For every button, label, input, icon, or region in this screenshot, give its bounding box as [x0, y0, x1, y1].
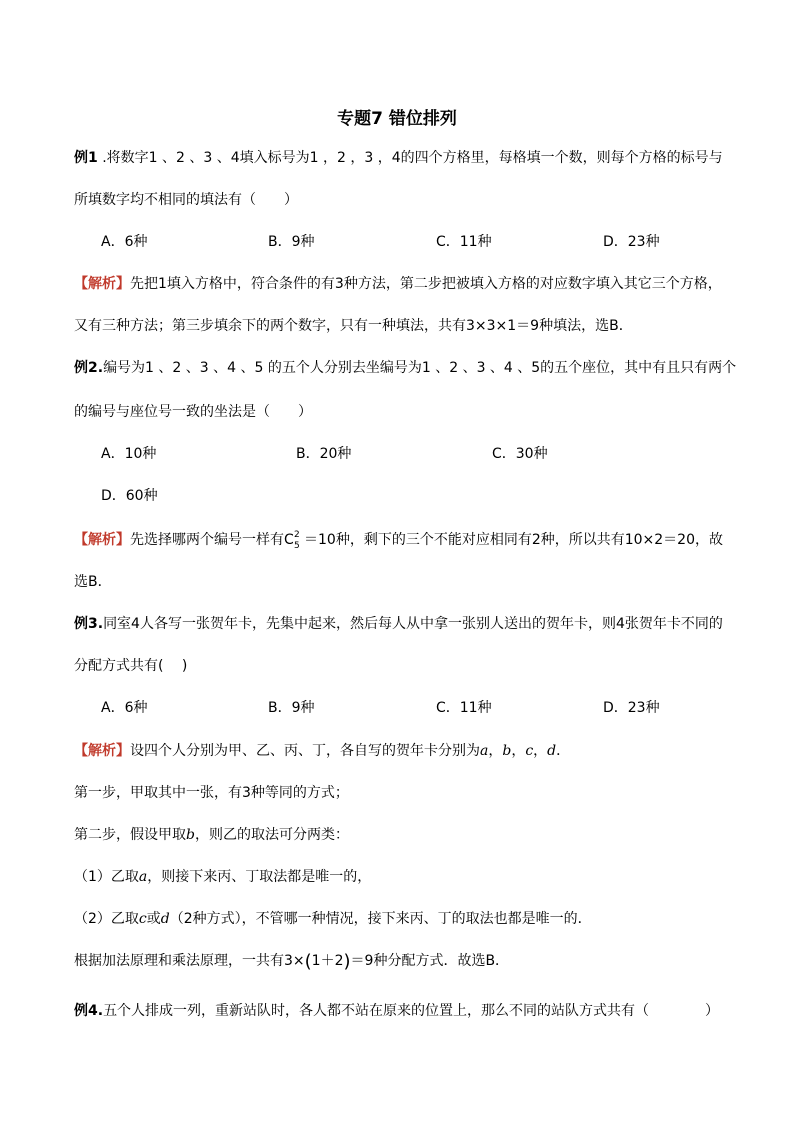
- ex2-label: 例2.: [74, 360, 104, 376]
- ex3-option-c: C．11种: [436, 700, 492, 716]
- solution-tag: 【解析】: [74, 276, 130, 292]
- ex3-case2: （2）乙取c或d（2种方式），不管哪一种情况，接下来丙、丁的取法也都是唯一的．: [74, 911, 592, 927]
- ex2-solution-line1: 【解析】先选择哪两个编号一样有 C 2 5 ＝10种，剩下的三个不能对应相同有2种，所以共有10×2＝20，故: [74, 530, 723, 551]
- ex3-case1: （1）乙取a，则接下来丙、丁取法都是唯一的，: [74, 869, 372, 885]
- ex3-line2: 分配方式共有( ): [74, 658, 188, 674]
- ex2-solution-line2: 选B．: [74, 574, 112, 590]
- ex3-option-b: B．9种: [268, 700, 315, 716]
- ex2-option-d: D．60种: [101, 488, 158, 504]
- ex2-line1: 例2.编号为1 、2 、3 、4 、5 的五个人分别去坐编号为1 、2 、3 、4 、5的五个座位，其中有且只有两个: [74, 360, 737, 376]
- ex1-label: 例1: [74, 150, 98, 166]
- ex3-option-d: D．23种: [603, 700, 660, 716]
- combination-symbol: C 2 5: [284, 530, 300, 551]
- ex3-step1: 第一步，甲取其中一张，有3种等同的方式；: [74, 785, 349, 801]
- ex2-line2: 的编号与座位号一致的坐法是（ ）: [74, 404, 312, 420]
- ex4-line1: 例4.五个人排成一列，重新站队时，各人都不站在原来的位置上，那么不同的站队方式共有（ ）: [74, 1003, 720, 1019]
- ex3-step2: 第二步，假设甲取b，则乙的取法可分两类：: [74, 827, 349, 843]
- ex1-option-b: B．9种: [268, 234, 315, 250]
- ex2-option-c: C．30种: [492, 446, 548, 462]
- ex3-conclusion: 根据加法原理和乘法原理，一共有3×(1＋2)＝9种分配方式．故选B．: [74, 951, 510, 972]
- ex4-label: 例4.: [74, 1003, 104, 1019]
- ex1-line1: 例1 .将数字1 、2 、3 、4填入标号为1 ，2 ，3 ，4的四个方格里，每格填一个数，则每个方格的标号与: [74, 150, 723, 166]
- ex3-solution-line1: 【解析】设四个人分别为甲、乙、丙、丁，各自写的贺年卡分别为a，b，c，d．: [74, 743, 571, 759]
- ex1-line2: 所填数字均不相同的填法有（ ）: [74, 192, 298, 208]
- ex3-line1: 例3.同室4人各写一张贺年卡，先集中起来，然后每人从中拿一张别人送出的贺年卡，则4张贺年卡不同的: [74, 616, 723, 632]
- ex2-option-b: B．20种: [296, 446, 352, 462]
- ex1-solution-line2: 又有三种方法；第三步填余下的两个数字，只有一种填法，共有3×3×1＝9种填法，选B．: [74, 318, 633, 334]
- solution-tag: 【解析】: [74, 743, 130, 759]
- ex3-label: 例3.: [74, 616, 104, 632]
- ex1-option-d: D．23种: [603, 234, 660, 250]
- ex1-solution-line1: 【解析】先把1填入方格中，符合条件的有3种方法，第二步把被填入方格的对应数字填入其它三个方格，: [74, 276, 722, 292]
- ex2-option-a: A．10种: [101, 446, 157, 462]
- solution-tag: 【解析】: [74, 532, 130, 548]
- page-title: 专题7 错位排列: [337, 109, 457, 129]
- ex1-option-c: C．11种: [436, 234, 492, 250]
- ex1-option-a: A．6种: [101, 234, 148, 250]
- ex3-option-a: A．6种: [101, 700, 148, 716]
